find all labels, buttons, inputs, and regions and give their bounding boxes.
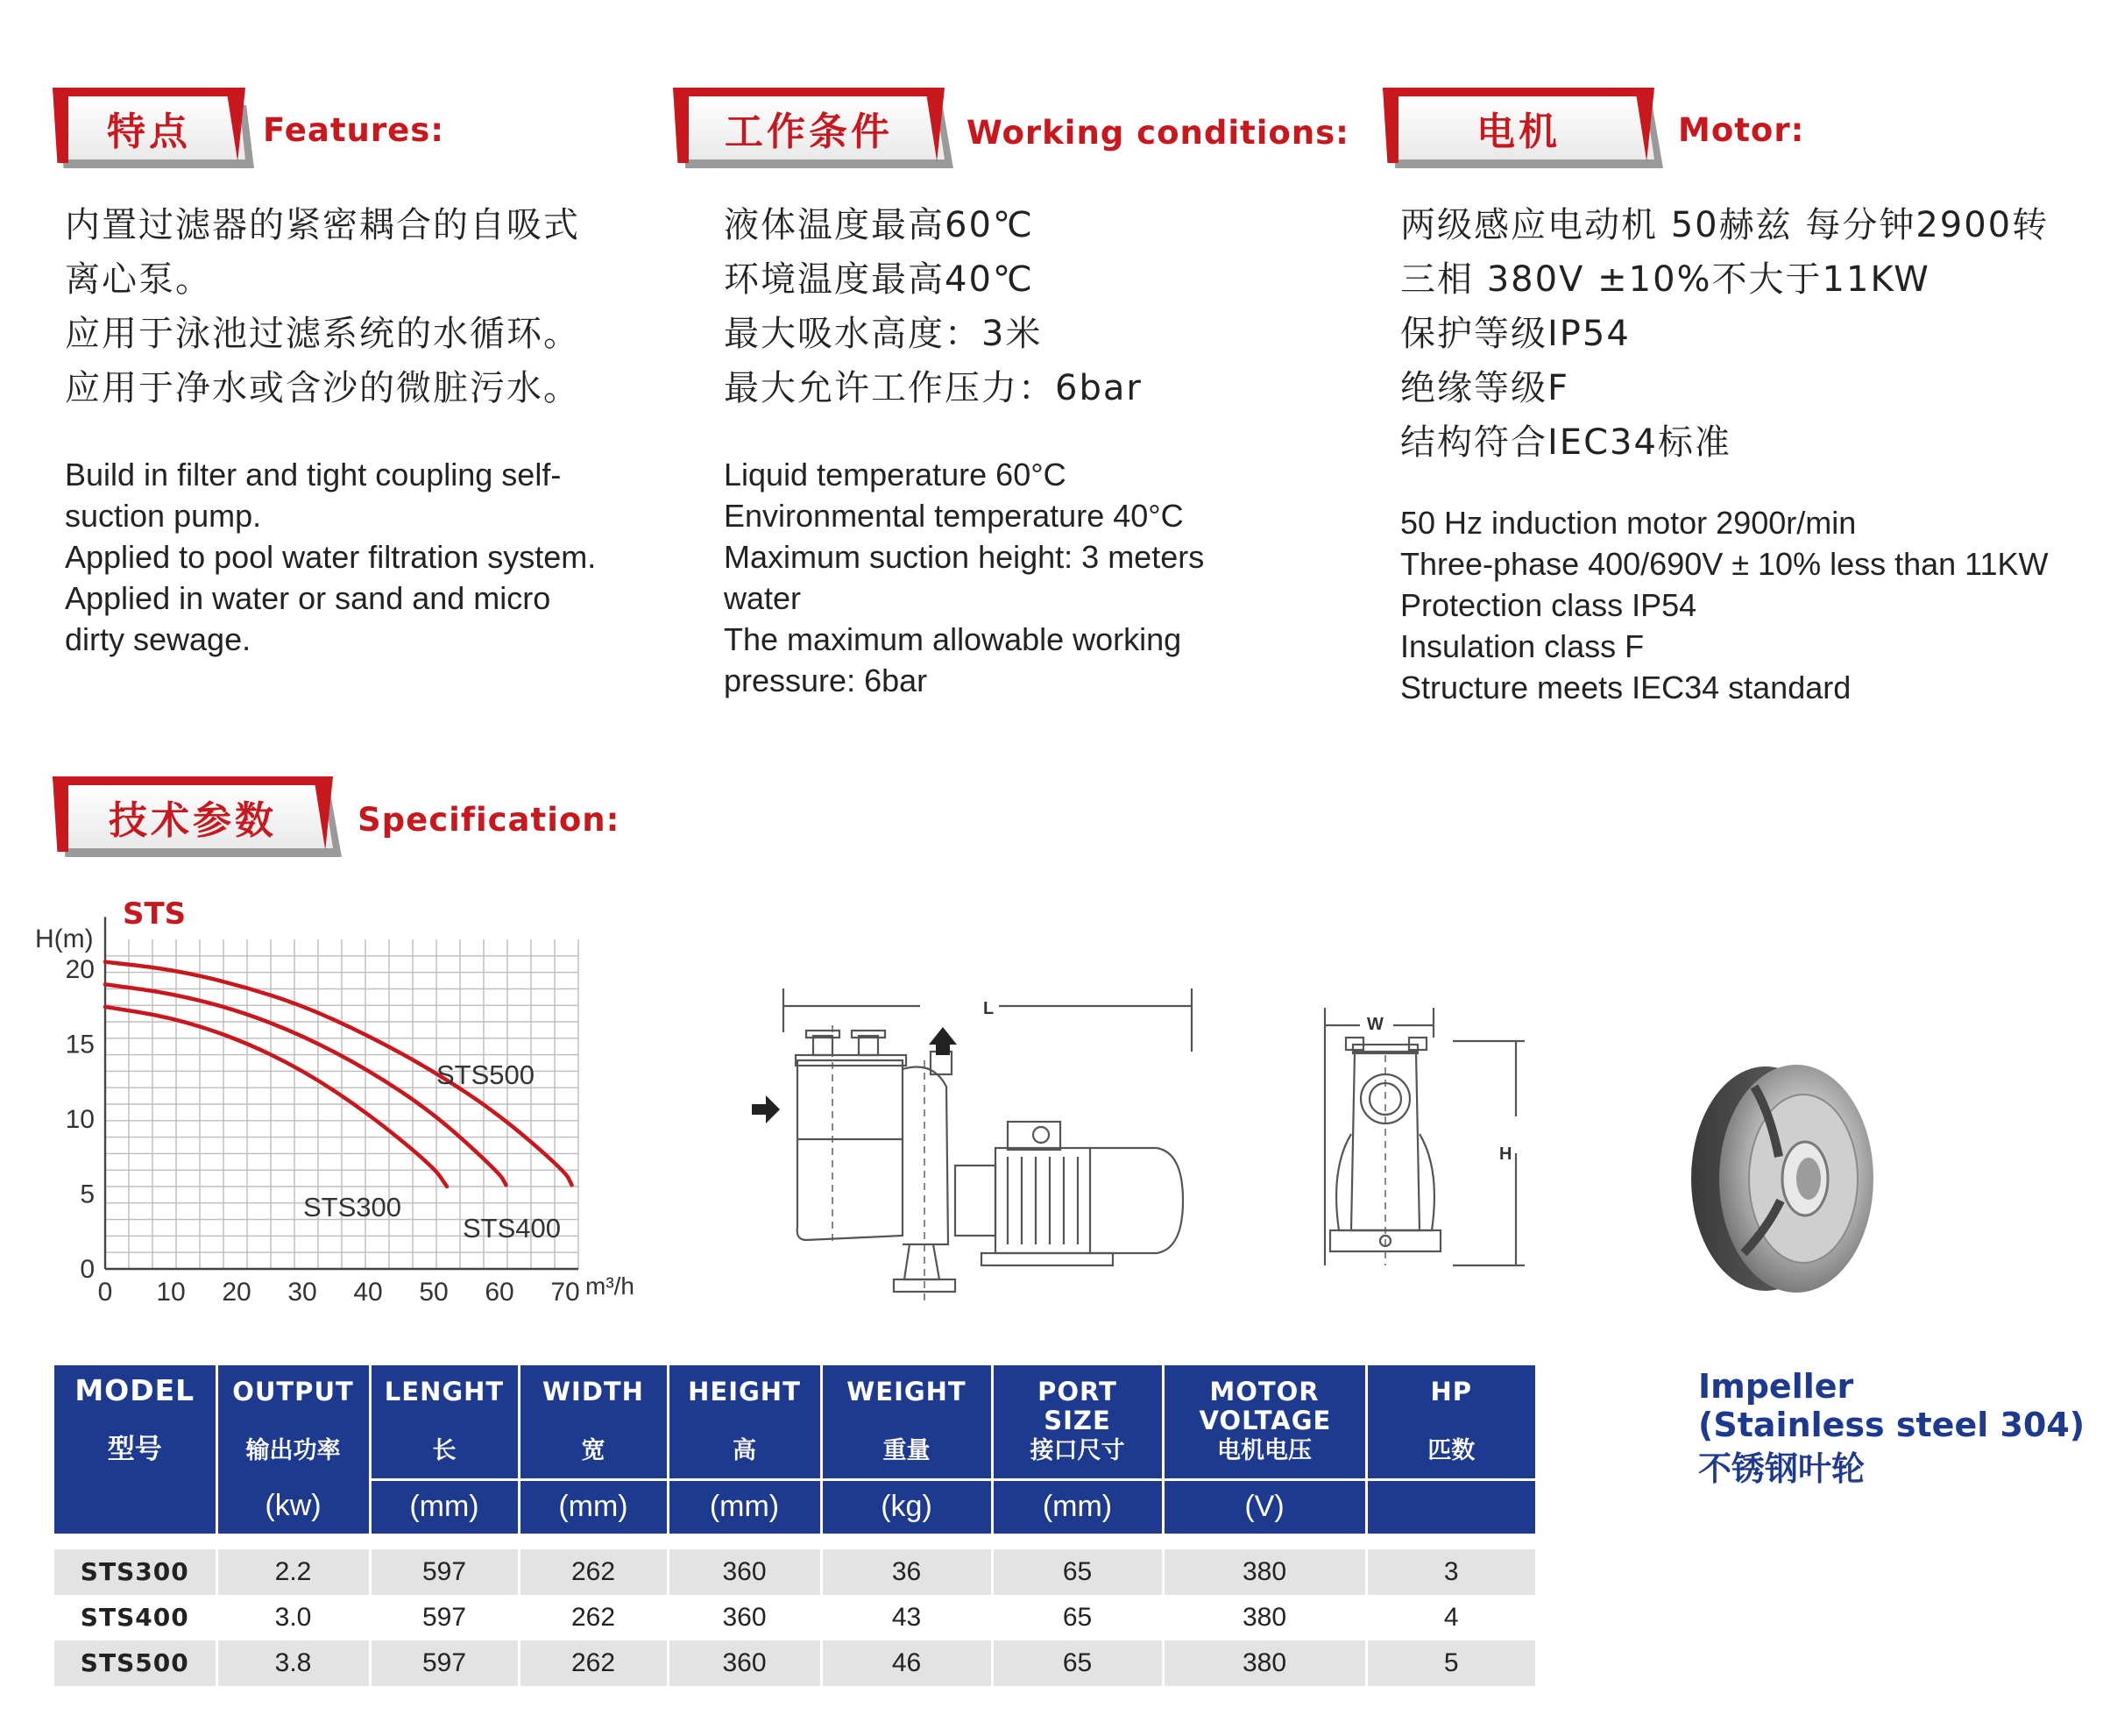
x-tick-label: 60 [485, 1278, 514, 1307]
motor-en-line: Structure meets IEC34 standard [1400, 670, 1852, 705]
working-en-line: Environmental temperature 40°C [724, 498, 1184, 534]
working-title-en: Working conditions: [967, 114, 1349, 152]
motor-cn-line: 两级感应电动机 50赫兹 每分钟2900转 [1400, 205, 2050, 245]
working-cn-line: 最大吸水高度：3米 [724, 314, 1043, 354]
unit-port-size: (mm) [992, 1479, 1163, 1534]
spec-title-cn: 技术参数 [109, 798, 277, 843]
table-units-row [54, 1479, 1535, 1534]
chart-y-axis-label: H(m) [35, 925, 94, 953]
y-tick-label: 10 [65, 1105, 95, 1135]
working-en-line: The maximum allowable working [724, 621, 1182, 657]
working-tab [673, 88, 945, 167]
motor-tab [1383, 88, 1654, 167]
x-tick-label: 30 [287, 1278, 317, 1307]
series-label-sts500: STS500 [436, 1059, 535, 1090]
impeller-title-line2: (Stainless steel 304) [1698, 1406, 2085, 1444]
cell: 360 [668, 1640, 821, 1686]
working-en-line: Maximum suction height: 3 meters [724, 539, 1205, 575]
features-en-line: Applied in water or sand and micro [65, 580, 551, 616]
features-en-line: suction pump. [65, 498, 262, 534]
cell: 65 [992, 1640, 1163, 1686]
header-output: OUTPUT 输出功率 [216, 1365, 370, 1479]
table-row [54, 1549, 1535, 1595]
y-tick-label: 20 [65, 955, 95, 985]
header-model: MODEL 型号 [54, 1365, 216, 1534]
unit-width: (mm) [519, 1479, 668, 1534]
unit-weight: (kg) [821, 1479, 992, 1534]
motor-title-en: Motor: [1678, 111, 1805, 149]
cell: 43 [821, 1595, 992, 1640]
dimension-h-label: H [1499, 1144, 1512, 1164]
cell: 3 [1366, 1549, 1535, 1595]
working-en-line: water [724, 580, 802, 616]
y-tick-label: 15 [65, 1030, 95, 1059]
cell: 46 [821, 1640, 992, 1686]
features-title-cn: 特点 [107, 110, 191, 154]
chart-title: STS [123, 896, 187, 932]
cell: 3.8 [216, 1640, 370, 1686]
motor-en-text [1400, 502, 2049, 708]
x-tick-label: 40 [353, 1278, 383, 1307]
table-row [54, 1640, 1535, 1686]
cell: 262 [519, 1595, 668, 1640]
cell: 360 [668, 1595, 821, 1640]
cell-model: STS400 [54, 1595, 216, 1640]
pump-front-drawing [1321, 1003, 1532, 1274]
working-cn-line: 最大允许工作压力：6bar [724, 368, 1143, 408]
series-label-sts400: STS400 [463, 1213, 562, 1244]
working-cn-line: 液体温度最高60℃ [724, 205, 1034, 245]
impeller-image [1682, 1052, 1884, 1306]
table-row [54, 1595, 1535, 1640]
spec-title-en: Specification: [358, 801, 620, 839]
chart-ticks [66, 955, 580, 1307]
cell-model: STS500 [54, 1640, 216, 1686]
header-length: LENGHT 长 [370, 1365, 519, 1479]
working-cn-text [724, 198, 1143, 415]
cell-model: STS300 [54, 1549, 216, 1595]
features-en-text [65, 454, 596, 660]
cell: 36 [821, 1549, 992, 1595]
cell: 380 [1163, 1549, 1366, 1595]
cell: 65 [992, 1549, 1163, 1595]
header-height: HEIGHT 高 [668, 1365, 821, 1479]
motor-cn-text [1400, 198, 2049, 470]
working-en-text [724, 454, 1204, 701]
features-cn-line: 内置过滤器的紧密耦合的自吸式 [65, 205, 580, 245]
features-en-line: dirty sewage. [65, 621, 251, 657]
unit-output: (kw) [216, 1479, 370, 1534]
features-title-en: Features: [263, 111, 445, 149]
features-en-line: Applied to pool water filtration system. [65, 539, 597, 575]
x-tick-label: 50 [419, 1278, 449, 1307]
features-cn-line: 离心泵。 [65, 259, 212, 300]
x-tick-label: 10 [156, 1278, 186, 1307]
motor-cn-line: 绝缘等级F [1400, 368, 1570, 408]
cell: 262 [519, 1640, 668, 1686]
cell: 597 [370, 1549, 519, 1595]
working-cn-line: 环境温度最高40℃ [724, 259, 1034, 300]
unit-height: (mm) [668, 1479, 821, 1534]
features-tab [53, 88, 245, 167]
features-cn-text [65, 198, 580, 415]
header-motor-voltage: MOTOR VOLTAGE 电机电压 [1163, 1365, 1366, 1479]
cell: 3.0 [216, 1595, 370, 1640]
impeller-title-cn: 不锈钢叶轮 [1698, 1449, 1866, 1488]
cell: 4 [1443, 1602, 1459, 1632]
cell: 380 [1163, 1595, 1366, 1640]
unit-hp [1366, 1479, 1535, 1534]
header-port-size: PORT SIZE 接口尺寸 [992, 1365, 1163, 1479]
unit-motor-voltage: (V) [1163, 1479, 1366, 1534]
features-cn-line: 应用于泳池过滤系统的水循环。 [65, 314, 580, 354]
motor-cn-line: 结构符合IEC34标准 [1400, 422, 1731, 463]
cell: 65 [992, 1595, 1163, 1640]
y-tick-label: 5 [80, 1180, 95, 1209]
x-tick-label: 20 [222, 1278, 251, 1307]
impeller-caption [1698, 1367, 2085, 1488]
x-tick-label: 0 [97, 1278, 113, 1307]
header-width: WIDTH 宽 [519, 1365, 668, 1479]
motor-title-cn: 电机 [1476, 110, 1561, 154]
motor-cn-line: 保护等级IP54 [1400, 314, 1631, 354]
cell: 5 [1366, 1640, 1535, 1686]
series-line-sts300 [105, 1007, 447, 1187]
cell: 597 [370, 1595, 519, 1640]
motor-en-line: 50 Hz induction motor 2900r/min [1400, 505, 1857, 541]
chart-x-axis-label: m³/h [585, 1272, 634, 1300]
working-en-line: Liquid temperature 60°C [724, 457, 1066, 492]
dimension-l-label: L [983, 999, 995, 1018]
x-tick-label: 70 [550, 1278, 580, 1307]
spec-tab [53, 776, 333, 855]
pump-side-drawing [745, 981, 1200, 1306]
cell: 360 [668, 1549, 821, 1595]
motor-en-line: Insulation class F [1400, 628, 1645, 664]
motor-en-line: Three-phase 400/690V ± 10% less than 11KW [1400, 546, 2049, 582]
motor-en-line: Protection class IP54 [1400, 587, 1697, 623]
unit-length: (mm) [370, 1479, 519, 1534]
spec-table [54, 1365, 1535, 1686]
motor-cn-line: 三相 380V ±10%不大于11KW [1400, 259, 1930, 300]
cell: 262 [519, 1549, 668, 1595]
features-cn-line: 应用于净水或含沙的微脏污水。 [65, 368, 580, 408]
working-en-line: pressure: 6bar [724, 663, 928, 698]
cell: 2.2 [216, 1549, 370, 1595]
series-label-sts300: STS300 [303, 1192, 402, 1222]
header-hp: HP 匹数 [1366, 1365, 1535, 1479]
features-en-line: Build in filter and tight coupling self- [65, 457, 562, 492]
dimension-w-label: W [1367, 1015, 1384, 1034]
cell: 597 [370, 1640, 519, 1686]
performance-chart [18, 885, 666, 1323]
y-tick-label: 0 [80, 1255, 95, 1284]
cell: 380 [1163, 1640, 1366, 1686]
impeller-title-line1: Impeller [1698, 1367, 1854, 1406]
header-weight: WEIGHT 重量 [821, 1365, 992, 1479]
table-header-row [54, 1365, 1535, 1479]
working-title-cn: 工作条件 [725, 110, 893, 154]
